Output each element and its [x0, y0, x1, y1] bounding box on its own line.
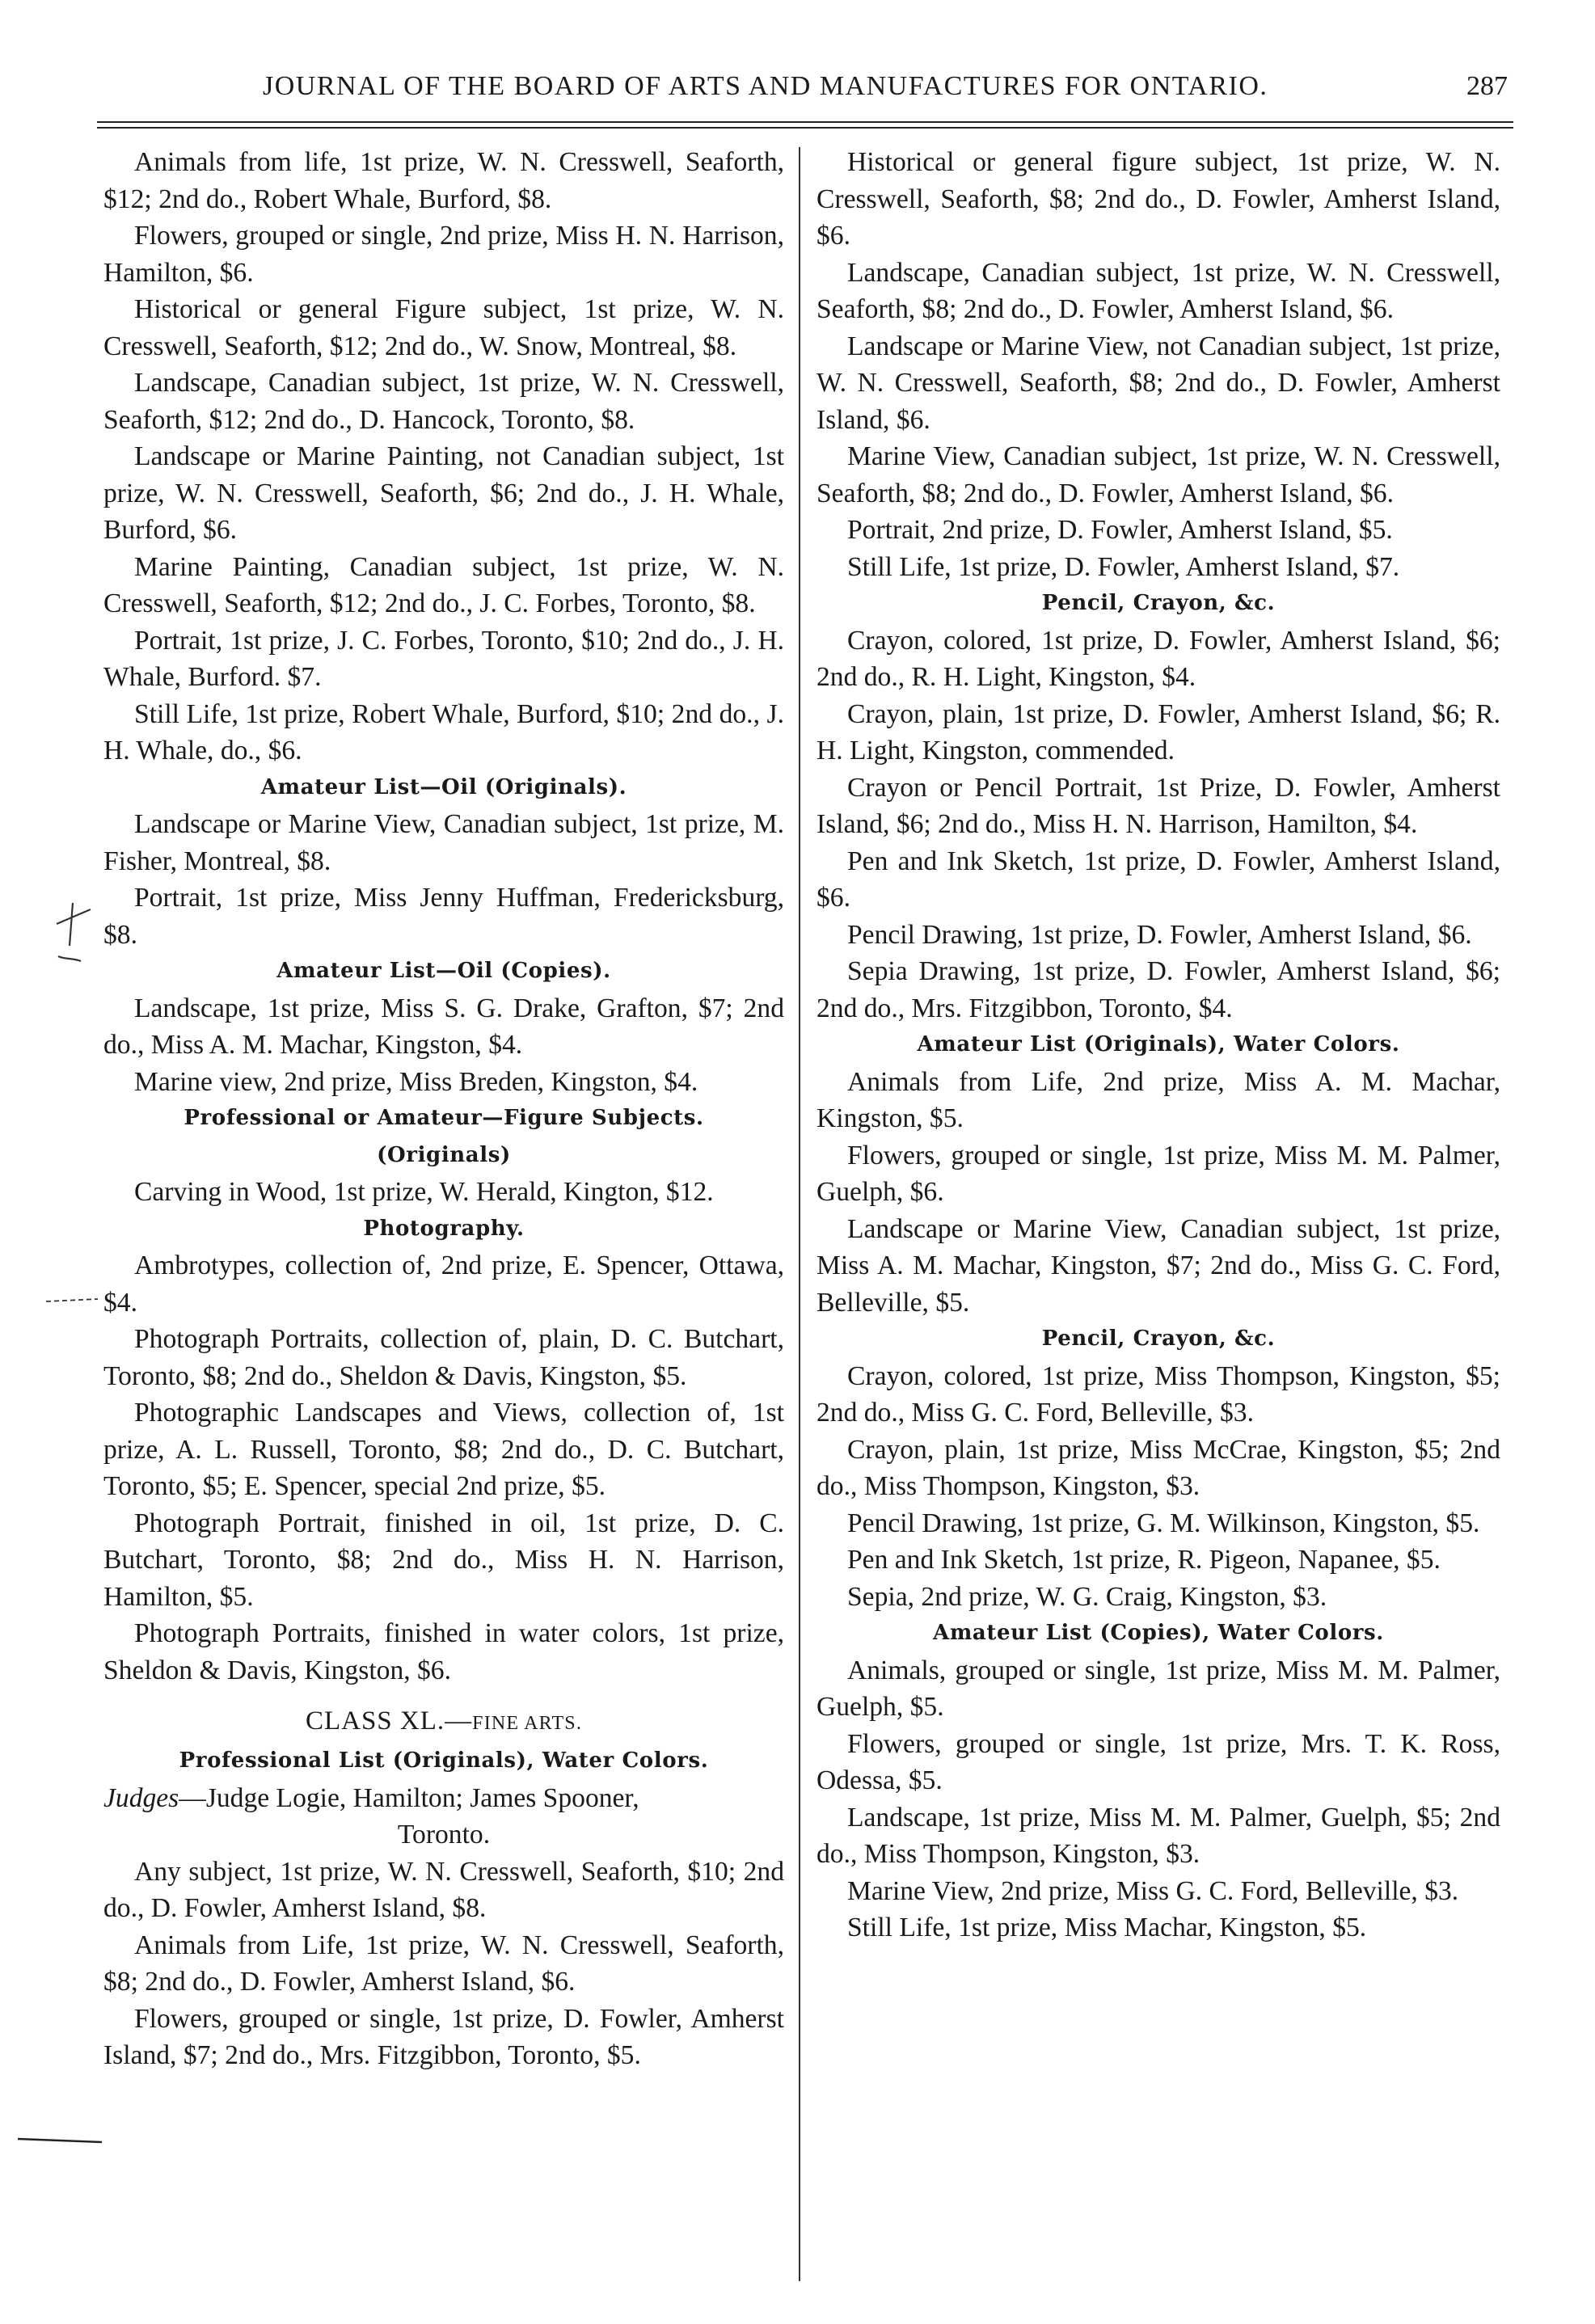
prize-entry: Pencil Drawing, 1st prize, G. M. Wilkinson, Kingston, $5. [847, 1508, 1480, 1538]
prize-entry: Landscape or Marine View, not Canadian subject, 1st prize, W. N. Cresswell, Seaforth, $8; 2nd do., D. Fowler, Amherst Island, $6. [816, 331, 1500, 435]
prize-entry: Ambrotypes, collection of, 2nd prize, E. Spencer, Ottawa, $4. [103, 1251, 784, 1318]
prize-entry: Still Life, 1st prize, Miss Machar, Kingston, $5. [847, 1913, 1367, 1942]
judges-label: Judges [103, 1782, 179, 1813]
prize-entry: Portrait, 2nd prize, D. Fowler, Amherst Island, $5. [847, 515, 1393, 545]
judges-text [103, 1780, 784, 1817]
prize-entry: Marine View, Canadian subject, 1st prize, W. N. Cresswell, Seaforth, $8; 2nd do., D. Fowler, Amherst Island, $6. [816, 441, 1500, 508]
judges-names: —Judge Logie, Hamilton; James Spooner, [179, 1782, 639, 1813]
prize-entry: Marine view, 2nd prize, Miss Breden, Kingston, $4. [134, 1066, 698, 1097]
prize-entry: Flowers, grouped or single, 1st prize, Miss M. M. Palmer, Guelph, $6. [816, 1140, 1500, 1207]
section-subheading: Amateur List (Originals), Water Colors. [917, 1032, 1400, 1057]
prize-entry: Photographic Landscapes and Views, collection of, 1st prize, A. L. Russell, Toronto, $8; 2nd do., D. C. Butchart, Toronto, $5; E. Spencer, special 2nd prize, $5. [103, 1398, 784, 1501]
prize-entry: Landscape, 1st prize, Miss S. G. Drake, Grafton, $7; 2nd do., Miss A. M. Machar, Kingston, $4. [103, 993, 784, 1060]
section-subheading: Professional List (Originals), Water Colors. [179, 1748, 709, 1773]
prize-entry: Pen and Ink Sketch, 1st prize, R. Pigeon, Napanee, $5. [847, 1545, 1441, 1575]
running-header [97, 71, 1508, 112]
prize-entry: Animals from life, 1st prize, W. N. Cresswell, Seaforth, $12; 2nd do., Robert Whale, Burford, $8. [103, 147, 784, 214]
judges-location: Toronto. [397, 1820, 491, 1849]
prize-entry: Landscape or Marine View, Canadian subject, 1st prize, M. Fisher, Montreal, $8. [103, 809, 784, 876]
section-subheading: Amateur List—Oil (Copies). [276, 959, 611, 983]
section-subheading: Amateur List—Oil (Originals). [260, 774, 627, 799]
section-subheading: Amateur List (Copies), Water Colors. [933, 1621, 1384, 1645]
journal-title: JOURNAL OF THE BOARD OF ARTS AND MANUFACTURES FOR ONTARIO. [263, 71, 1268, 101]
class-heading-lead: CLASS XL.— [305, 1706, 473, 1736]
prize-entry: Landscape, 1st prize, Miss M. M. Palmer, Guelph, $5; 2nd do., Miss Thompson, Kingston, $3. [816, 1802, 1500, 1869]
prize-entry: Pen and Ink Sketch, 1st prize, D. Fowler, Amherst Island, $6. [816, 846, 1500, 913]
prize-entry: Still Life, 1st prize, D. Fowler, Amherst Island, $7. [847, 551, 1400, 582]
prize-entry: Portrait, 1st prize, J. C. Forbes, Toronto, $10; 2nd do., J. H. Whale, Burford. $7. [103, 625, 784, 692]
prize-entry: Crayon, colored, 1st prize, Miss Thompson, Kingston, $5; 2nd do., Miss G. C. Ford, Belleville, $3. [816, 1360, 1500, 1428]
section-subheading: Photography. [363, 1216, 525, 1241]
right-column [816, 144, 1500, 1947]
prize-entry: Photograph Portraits, finished in water colors, 1st prize, Sheldon & Davis, Kingston, $6. [103, 1618, 784, 1685]
prize-entry: Photograph Portraits, collection of, plain, D. C. Butchart, Toronto, $8; 2nd do., Sheldon & Davis, Kingston, $5. [103, 1324, 784, 1391]
margin-dash-mark [44, 1292, 101, 1308]
prize-entry: Flowers, grouped or single, 2nd prize, Miss H. N. Harrison, Hamilton, $6. [103, 221, 784, 288]
prize-entry: Flowers, grouped or single, 1st prize, Mrs. T. K. Ross, Odessa, $5. [816, 1728, 1500, 1795]
prize-entry: Landscape or Marine Painting, not Canadian subject, 1st prize, W. N. Cresswell, Seaforth, $6; 2nd do., J. H. Whale, Burford, $6. [103, 441, 784, 545]
prize-entry: Landscape, Canadian subject, 1st prize, W. N. Cresswell, Seaforth, $12; 2nd do., D. Hancock, Toronto, $8. [103, 368, 784, 435]
prize-entry: Marine Painting, Canadian subject, 1st prize, W. N. Cresswell, Seaforth, $12; 2nd do., J. C. Forbes, Toronto, $8. [103, 551, 784, 618]
margin-line-mark [16, 2132, 105, 2149]
prize-entry: Pencil Drawing, 1st prize, D. Fowler, Amherst Island, $6. [847, 919, 1472, 950]
judges-line [103, 1780, 784, 1854]
prize-entry: Landscape or Marine View, Canadian subject, 1st prize, Miss A. M. Machar, Kingston, $7; 2nd do., Miss G. C. Ford, Belleville, $5. [816, 1213, 1500, 1318]
margin-cross-mark [40, 901, 97, 982]
header-rule-upper [97, 121, 1513, 123]
prize-entry: Sepia Drawing, 1st prize, D. Fowler, Amherst Island, $6; 2nd do., Mrs. Fitzgibbon, Toronto, $4. [816, 956, 1500, 1023]
header-rule-lower [97, 127, 1513, 129]
prize-entry: Carving in Wood, 1st prize, W. Herald, Kington, $12. [134, 1177, 714, 1207]
prize-entry: Crayon or Pencil Portrait, 1st Prize, D. Fowler, Amherst Island, $6; 2nd do., Miss H. N. Harrison, Hamilton, $4. [816, 772, 1500, 839]
section-subheading: (Originals) [377, 1142, 511, 1167]
prize-entry: Marine View, 2nd prize, Miss G. C. Ford, Belleville, $3. [847, 1875, 1459, 1906]
prize-entry: Crayon, plain, 1st prize, D. Fowler, Amherst Island, $6; R. H. Light, Kingston, commended. [816, 698, 1500, 766]
prize-entry: Animals from Life, 1st prize, W. N. Cresswell, Seaforth, $8; 2nd do., D. Fowler, Amherst Island, $6. [103, 1930, 784, 1997]
prize-entry: Historical or general Figure subject, 1st prize, W. N. Cresswell, Seaforth, $12; 2nd do., W. Snow, Montreal, $8. [103, 294, 784, 361]
left-column [103, 144, 784, 2074]
class-heading-title: FINE ARTS. [472, 1713, 583, 1734]
class-heading [103, 1702, 784, 1743]
prize-entry: Portrait, 1st prize, Miss Jenny Huffman, Fredericksburg, $8. [103, 883, 784, 950]
prize-entry: Photograph Portrait, finished in oil, 1st prize, D. C. Butchart, Toronto, $8; 2nd do., Miss H. N. Harrison, Hamilton, $5. [103, 1508, 784, 1612]
prize-entry: Animals from Life, 2nd prize, Miss A. M. Machar, Kingston, $5. [816, 1066, 1500, 1133]
column-divider [799, 147, 800, 2281]
prize-entry: Any subject, 1st prize, W. N. Cresswell, Seaforth, $10; 2nd do., D. Fowler, Amherst Island, $8. [103, 1856, 784, 1923]
prize-entry: Flowers, grouped or single, 1st prize, D. Fowler, Amherst Island, $7; 2nd do., Mrs. Fitzgibbon, Toronto, $5. [103, 2003, 784, 2070]
prize-entry: Landscape, Canadian subject, 1st prize, W. N. Cresswell, Seaforth, $8; 2nd do., D. Fowler, Amherst Island, $6. [816, 257, 1500, 324]
page-number: 287 [1466, 71, 1508, 101]
prize-entry: Crayon, plain, 1st prize, Miss McCrae, Kingston, $5; 2nd do., Miss Thompson, Kingston, $3. [816, 1434, 1500, 1501]
section-subheading: Pencil, Crayon, &c. [1041, 1326, 1276, 1351]
prize-entry: Animals, grouped or single, 1st prize, Miss M. M. Palmer, Guelph, $5. [816, 1655, 1500, 1722]
prize-entry: Still Life, 1st prize, Robert Whale, Burford, $10; 2nd do., J. H. Whale, do., $6. [103, 698, 784, 766]
section-subheading: Professional or Amateur—Figure Subjects. [184, 1106, 704, 1130]
prize-entry: Historical or general figure subject, 1st prize, W. N. Cresswell, Seaforth, $8; 2nd do., D. Fowler, Amherst Island, $6. [816, 147, 1500, 251]
prize-entry: Crayon, colored, 1st prize, D. Fowler, Amherst Island, $6; 2nd do., R. H. Light, Kingston, $4. [816, 625, 1500, 692]
section-subheading: Pencil, Crayon, &c. [1041, 591, 1276, 615]
prize-entry: Sepia, 2nd prize, W. G. Craig, Kingston, $3. [847, 1581, 1327, 1612]
